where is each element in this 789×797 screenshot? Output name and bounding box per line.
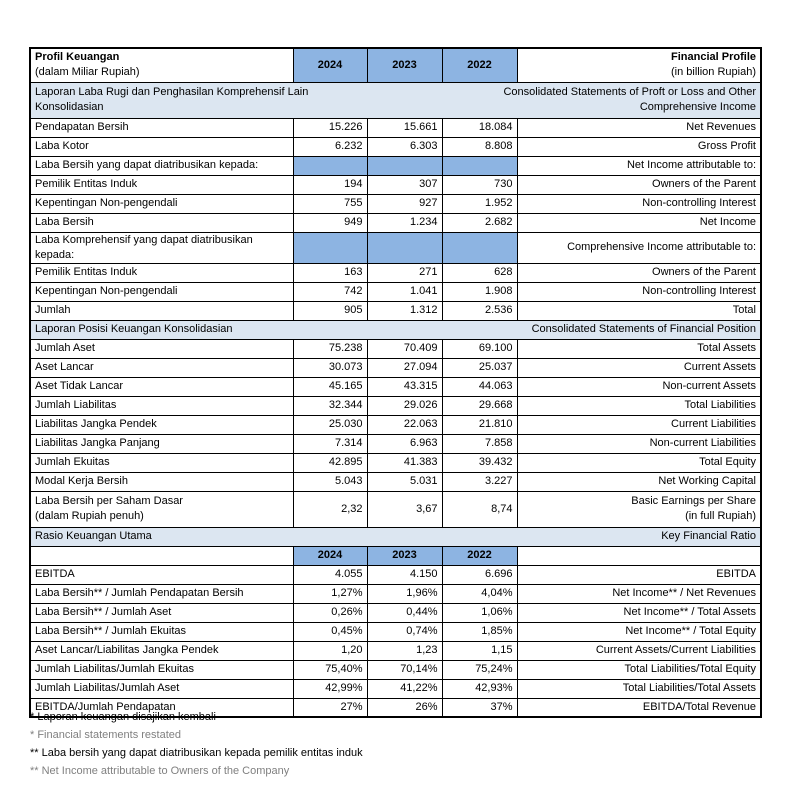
value-cell: 1.952 <box>442 194 517 213</box>
value-cell: 1.908 <box>442 282 517 301</box>
table-row-data <box>30 415 761 434</box>
row-label-id: Jumlah Liabilitas <box>30 396 293 415</box>
value-cell: 194 <box>293 175 367 194</box>
value-cell: 18.084 <box>442 118 517 137</box>
table-row-data <box>30 679 761 698</box>
row-label-en: Net Income** / Net Revenues <box>517 584 761 603</box>
value-cell: 7.314 <box>293 434 367 453</box>
value-cell: 755 <box>293 194 367 213</box>
row-label-en: Total <box>517 301 761 320</box>
value-cell: 1,96% <box>367 584 442 603</box>
value-cell: 927 <box>367 194 442 213</box>
table-row-section <box>30 527 761 546</box>
table-row-yearheader <box>30 546 761 565</box>
blue-filled-cell <box>367 232 442 263</box>
section-row-cell <box>30 527 761 546</box>
row-label-id: Laba Bersih** / Jumlah Ekuitas <box>30 622 293 641</box>
row-label-id: EBITDA/Jumlah Pendapatan <box>30 698 293 717</box>
footnote-line: * Financial statements restated <box>30 729 182 741</box>
value-cell: 0,44% <box>367 603 442 622</box>
value-cell: 8.808 <box>442 137 517 156</box>
value-cell: 25.037 <box>442 358 517 377</box>
section-row-cell <box>30 320 761 339</box>
row-label-en: Net Working Capital <box>517 472 761 491</box>
value-cell: 1,20 <box>293 641 367 660</box>
section-label-id: Laporan Laba Rugi dan Penghasilan Komprehensif Lain Konsolidasian <box>35 86 309 113</box>
row-label-id: Modal Kerja Bersih <box>30 472 293 491</box>
value-cell: 4.055 <box>293 565 367 584</box>
table-row-section2 <box>30 82 761 118</box>
value-cell: 30.073 <box>293 358 367 377</box>
value-cell: 0,45% <box>293 622 367 641</box>
row-label-id: Aset Lancar <box>30 358 293 377</box>
value-cell: 70,14% <box>367 660 442 679</box>
value-cell: 45.165 <box>293 377 367 396</box>
value-cell: 7.858 <box>442 434 517 453</box>
section-label-en: Consolidated Statements of Financial Position <box>531 323 756 335</box>
section-label-id: Laporan Posisi Keuangan Konsolidasian <box>35 323 233 335</box>
table-row-data <box>30 118 761 137</box>
row-label-en: Gross Profit <box>517 137 761 156</box>
section-label-id: Rasio Keuangan Utama <box>35 530 152 542</box>
row-label-en: Current Assets/Current Liabilities <box>517 641 761 660</box>
table-row-data <box>30 377 761 396</box>
value-cell: 25.030 <box>293 415 367 434</box>
row-label-id: Laba Bersih <box>30 213 293 232</box>
value-cell: 27% <box>293 698 367 717</box>
table-row-data <box>30 137 761 156</box>
row-label-id: Pendapatan Bersih <box>30 118 293 137</box>
row-label-en: Non-controlling Interest <box>517 282 761 301</box>
row-label-id: Laba Bersih** / Jumlah Aset <box>30 603 293 622</box>
table-row-data <box>30 175 761 194</box>
value-cell: 1,27% <box>293 584 367 603</box>
table-row-data <box>30 282 761 301</box>
table-row-data <box>30 263 761 282</box>
table-row-data <box>30 622 761 641</box>
row-label-en: Basic Earnings per Share <box>631 495 756 507</box>
row-label-en: Non-controlling Interest <box>517 194 761 213</box>
table-row-section <box>30 320 761 339</box>
footnotes <box>30 711 363 783</box>
value-cell: 39.432 <box>442 453 517 472</box>
row-label-en: Net Income <box>517 213 761 232</box>
footnote-line: ** Net Income attributable to Owners of the Company <box>30 765 290 777</box>
value-cell: 1,15 <box>442 641 517 660</box>
row-label-id-cell <box>30 491 293 527</box>
row-label-en: Owners of the Parent <box>517 175 761 194</box>
section-split <box>35 85 756 115</box>
value-cell: 29.026 <box>367 396 442 415</box>
row-label-id: Jumlah Liabilitas/Jumlah Aset <box>30 679 293 698</box>
value-cell: 271 <box>367 263 442 282</box>
header-label-en-cell <box>517 48 761 82</box>
table-row-data <box>30 472 761 491</box>
row-label-en: Comprehensive Income attributable to: <box>517 232 761 263</box>
row-label-id: Kepentingan Non-pengendali <box>30 194 293 213</box>
value-cell: 37% <box>442 698 517 717</box>
year-header-2023: 2023 <box>367 48 442 82</box>
row-label-en: Owners of the Parent <box>517 263 761 282</box>
value-cell: 949 <box>293 213 367 232</box>
value-cell: 41.383 <box>367 453 442 472</box>
table-row-data <box>30 565 761 584</box>
row-label-en-cell <box>517 491 761 527</box>
value-cell: 905 <box>293 301 367 320</box>
value-cell: 307 <box>367 175 442 194</box>
table-subtitle-id: (dalam Miliar Rupiah) <box>35 66 140 79</box>
row-label-en: Total Assets <box>517 339 761 358</box>
value-cell: 4.150 <box>367 565 442 584</box>
value-cell: 70.409 <box>367 339 442 358</box>
value-cell: 6.963 <box>367 434 442 453</box>
value-cell: 32.344 <box>293 396 367 415</box>
value-cell: 75.238 <box>293 339 367 358</box>
value-cell: 4,04% <box>442 584 517 603</box>
table-row-data <box>30 194 761 213</box>
value-cell: 6.232 <box>293 137 367 156</box>
row-label-en: Net Income** / Total Assets <box>517 603 761 622</box>
table-title-id: Profil Keuangan <box>35 51 120 64</box>
table-row-data <box>30 603 761 622</box>
row-label-en: Total Liabilities/Total Assets <box>517 679 761 698</box>
table-subtitle-en: (in billion Rupiah) <box>671 66 756 79</box>
yearheader-blank-left <box>30 546 293 565</box>
footnote-line: ** Laba bersih yang dapat diatribusikan kepada pemilik entitas induk <box>30 747 363 759</box>
year-header-2024: 2024 <box>293 546 367 565</box>
row-label-id: Jumlah Aset <box>30 339 293 358</box>
table-row-subheader <box>30 156 761 175</box>
value-cell: 1,06% <box>442 603 517 622</box>
table-row-data <box>30 358 761 377</box>
table-row-data <box>30 641 761 660</box>
value-cell: 2.682 <box>442 213 517 232</box>
table-row-data <box>30 453 761 472</box>
table-row-data <box>30 434 761 453</box>
row-label-id: EBITDA <box>30 565 293 584</box>
blue-filled-cell <box>293 156 367 175</box>
value-cell: 1.041 <box>367 282 442 301</box>
row-label-en: EBITDA/Total Revenue <box>517 698 761 717</box>
blue-filled-cell <box>442 156 517 175</box>
value-cell: 1,23 <box>367 641 442 660</box>
row-label-id: Jumlah Ekuitas <box>30 453 293 472</box>
table-header-row <box>30 48 761 82</box>
table-row-data <box>30 339 761 358</box>
row-label-en: EBITDA <box>517 565 761 584</box>
year-header-2023: 2023 <box>367 546 442 565</box>
row-label-id: Laba Kotor <box>30 137 293 156</box>
row-label-en: Current Assets <box>517 358 761 377</box>
row-label-id-sub: (dalam Rupiah penuh) <box>35 510 144 522</box>
table-row-subheader <box>30 232 761 263</box>
row-label-id: Pemilik Entitas Induk <box>30 175 293 194</box>
footnote-line: * Laporan keuangan disajikan kembali <box>30 711 216 723</box>
value-cell: 42,93% <box>442 679 517 698</box>
value-cell: 6.696 <box>442 565 517 584</box>
table-row-data <box>30 584 761 603</box>
row-label-en: Current Liabilities <box>517 415 761 434</box>
yearheader-blank-right <box>517 546 761 565</box>
value-cell: 42,99% <box>293 679 367 698</box>
value-cell: 2,32 <box>293 491 367 527</box>
row-label-en: Net Income attributable to: <box>517 156 761 175</box>
blue-filled-cell <box>367 156 442 175</box>
row-label-en: Total Liabilities <box>517 396 761 415</box>
value-cell: 75,40% <box>293 660 367 679</box>
row-label-id: Laba Bersih per Saham Dasar <box>35 495 183 507</box>
row-label-en: Net Revenues <box>517 118 761 137</box>
value-cell: 742 <box>293 282 367 301</box>
value-cell: 1.312 <box>367 301 442 320</box>
value-cell: 43.315 <box>367 377 442 396</box>
row-label-en-sub: (in full Rupiah) <box>685 510 756 522</box>
value-cell: 2.536 <box>442 301 517 320</box>
table-title-en: Financial Profile <box>671 51 756 64</box>
value-cell: 628 <box>442 263 517 282</box>
row-label-id: Jumlah Liabilitas/Jumlah Ekuitas <box>30 660 293 679</box>
value-cell: 5.031 <box>367 472 442 491</box>
table-row-data <box>30 660 761 679</box>
value-cell: 1,85% <box>442 622 517 641</box>
value-cell: 75,24% <box>442 660 517 679</box>
row-label-en: Net Income** / Total Equity <box>517 622 761 641</box>
financial-profile-table <box>29 47 762 718</box>
value-cell: 42.895 <box>293 453 367 472</box>
section-split <box>35 529 756 544</box>
section-label-en: Consolidated Statements of Proft or Loss and Other Comprehensive Income <box>503 86 756 113</box>
row-label-en: Non-current Liabilities <box>517 434 761 453</box>
value-cell: 22.063 <box>367 415 442 434</box>
value-cell: 15.226 <box>293 118 367 137</box>
value-cell: 69.100 <box>442 339 517 358</box>
value-cell: 5.043 <box>293 472 367 491</box>
value-cell: 29.668 <box>442 396 517 415</box>
row-label-id: Liabilitas Jangka Pendek <box>30 415 293 434</box>
year-header-2022: 2022 <box>442 48 517 82</box>
value-cell: 21.810 <box>442 415 517 434</box>
value-cell: 1.234 <box>367 213 442 232</box>
value-cell: 6.303 <box>367 137 442 156</box>
value-cell: 8,74 <box>442 491 517 527</box>
value-cell: 0,74% <box>367 622 442 641</box>
year-header-2022: 2022 <box>442 546 517 565</box>
row-label-en: Total Liabilities/Total Equity <box>517 660 761 679</box>
table-row-data2 <box>30 491 761 527</box>
value-cell: 163 <box>293 263 367 282</box>
row-label-en: Total Equity <box>517 453 761 472</box>
table-row-data <box>30 213 761 232</box>
row-label-id: Jumlah <box>30 301 293 320</box>
header-label-id-cell <box>30 48 293 82</box>
value-cell: 44.063 <box>442 377 517 396</box>
blue-filled-cell <box>442 232 517 263</box>
row-label-id: Laba Bersih** / Jumlah Pendapatan Bersih <box>30 584 293 603</box>
row-label-id: Kepentingan Non-pengendali <box>30 282 293 301</box>
value-cell: 3,67 <box>367 491 442 527</box>
blue-filled-cell <box>293 232 367 263</box>
value-cell: 15.661 <box>367 118 442 137</box>
table-row-data <box>30 396 761 415</box>
row-label-id: Aset Tidak Lancar <box>30 377 293 396</box>
table-body <box>30 82 761 717</box>
row-label-id: Laba Bersih yang dapat diatribusikan kepada: <box>30 156 293 175</box>
row-label-id: Aset Lancar/Liabilitas Jangka Pendek <box>30 641 293 660</box>
value-cell: 26% <box>367 698 442 717</box>
row-label-id: Pemilik Entitas Induk <box>30 263 293 282</box>
value-cell: 41,22% <box>367 679 442 698</box>
year-header-2024: 2024 <box>293 48 367 82</box>
section-row-cell <box>30 82 761 118</box>
section-split <box>35 322 756 337</box>
row-label-id: Laba Komprehensif yang dapat diatribusikan kepada: <box>30 232 293 263</box>
value-cell: 27.094 <box>367 358 442 377</box>
table-row-data <box>30 301 761 320</box>
value-cell: 3.227 <box>442 472 517 491</box>
value-cell: 0,26% <box>293 603 367 622</box>
row-label-en: Non-current Assets <box>517 377 761 396</box>
row-label-id: Liabilitas Jangka Panjang <box>30 434 293 453</box>
section-label-en: Key Financial Ratio <box>661 530 756 542</box>
value-cell: 730 <box>442 175 517 194</box>
